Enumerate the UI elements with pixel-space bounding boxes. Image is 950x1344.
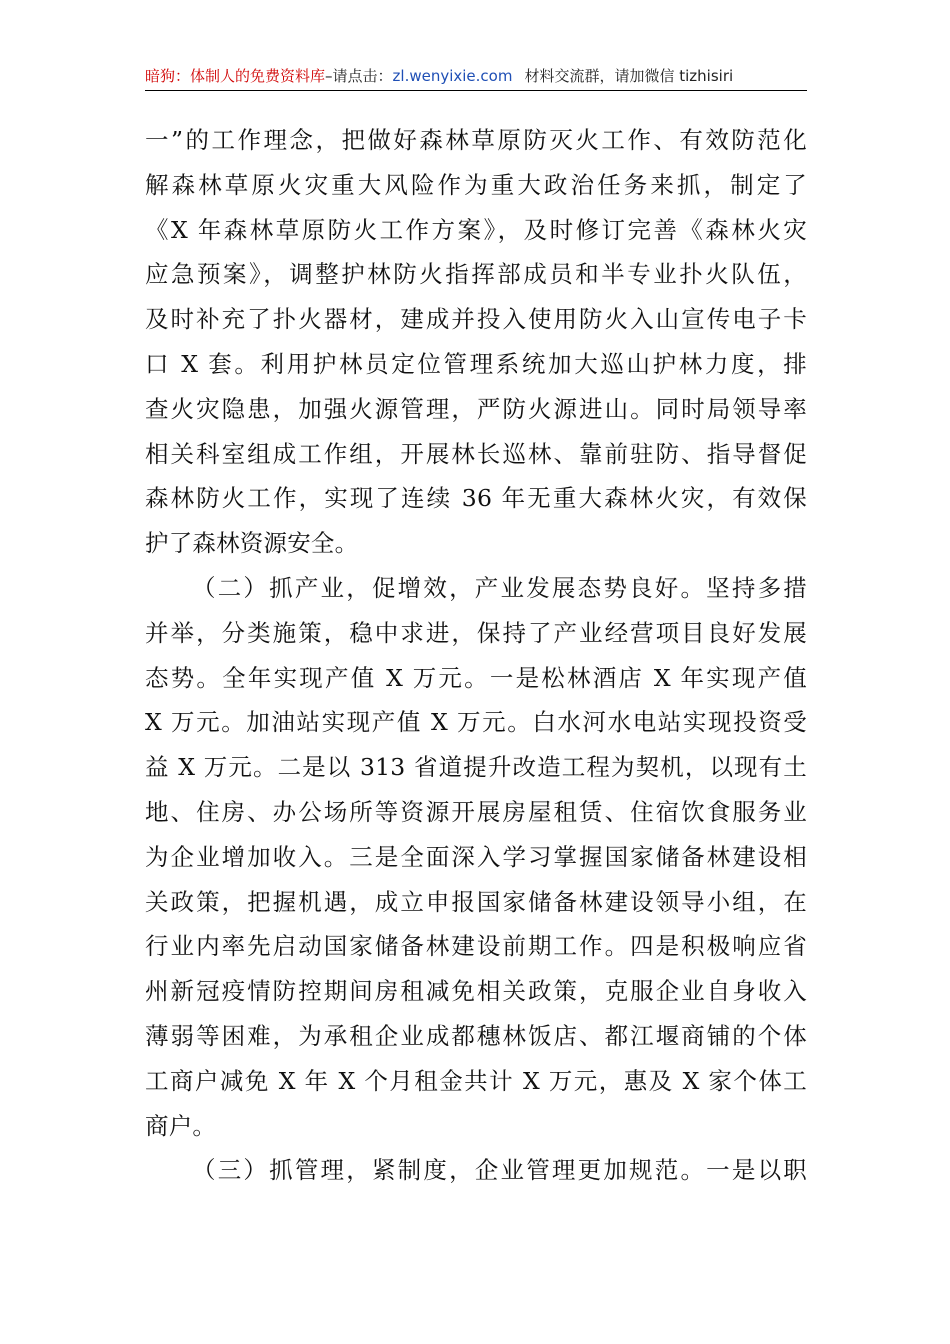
text-line: 及时补充了扑火器材，建成并投入使用防火入山宣传电子卡	[145, 305, 807, 334]
header-click-prefix: –请点击：	[325, 67, 393, 85]
text-line: 为企业增加收入。三是全面深入学习掌握国家储备林建设相	[145, 842, 807, 871]
text-line: 行业内率先启动国家储备林建设前期工作。四是积极响应省	[145, 932, 807, 961]
text-line: 州新冠疫情防控期间房租减免相关政策，克服企业自身收入	[145, 977, 807, 1006]
header-url-link[interactable]: zl.wenyixie.com	[392, 67, 513, 85]
text-line: 森林防火工作，实现了连续 36 年无重大森林火灾，有效保	[145, 484, 807, 513]
text-line: 益 X 万元。二是以 313 省道提升改造工程为契机，以现有土	[145, 753, 807, 782]
text-line: 护了森林资源安全。	[145, 529, 359, 558]
text-line: 薄弱等困难，为承租企业成都穗林饭店、都江堰商铺的个体	[145, 1021, 807, 1050]
text-line: 解森林草原火灾重大风险作为重大政治任务来抓，制定了	[145, 170, 807, 199]
text-line: 应急预案》，调整护林防火指挥部成员和半专业扑火队伍，	[145, 260, 807, 289]
text-line: 地、住房、办公场所等资源开展房屋租赁、住宿饮食服务业	[145, 797, 807, 826]
text-line: 口 X 套。利用护林员定位管理系统加大巡山护林力度，排	[145, 349, 807, 378]
text-line: 态势。全年实现产值 X 万元。一是松林酒店 X 年实现产值	[145, 663, 807, 692]
text-line: 工商户减免 X 年 X 个月租金共计 X 万元，惠及 X 家个体工	[145, 1066, 807, 1095]
header-contact: 材料交流群，请加微信 tizhisiri	[524, 67, 734, 85]
text-line: X 万元。加油站实现产值 X 万元。白水河水电站实现投资受	[145, 708, 807, 737]
section-heading-line: （二）抓产业，促增效，产业发展态势良好。坚持多措	[192, 573, 807, 602]
text-line: 关政策，把握机遇，成立申报国家储备林建设领导小组，在	[145, 887, 807, 916]
page-header	[145, 62, 807, 91]
header-brand: 暗狗：体制人的免费资料库	[145, 67, 326, 85]
text-line: 商户。	[145, 1111, 217, 1140]
text-line: 并举，分类施策，稳中求进，保持了产业经营项目良好发展	[145, 618, 807, 647]
document-body	[145, 118, 807, 1193]
section-heading-line: （三）抓管理，紧制度，企业管理更加规范。一是以职	[192, 1156, 807, 1185]
text-line: 查火灾隐患，加强火源管理，严防火源进山。同时局领导率	[145, 394, 807, 423]
text-line: 《X 年森林草原防火工作方案》，及时修订完善《森林火灾	[145, 215, 807, 244]
text-line: 相关科室组成工作组，开展林长巡林、靠前驻防、指导督促	[145, 439, 807, 468]
text-line: 一”的工作理念，把做好森林草原防灭火工作、有效防范化	[145, 126, 807, 154]
